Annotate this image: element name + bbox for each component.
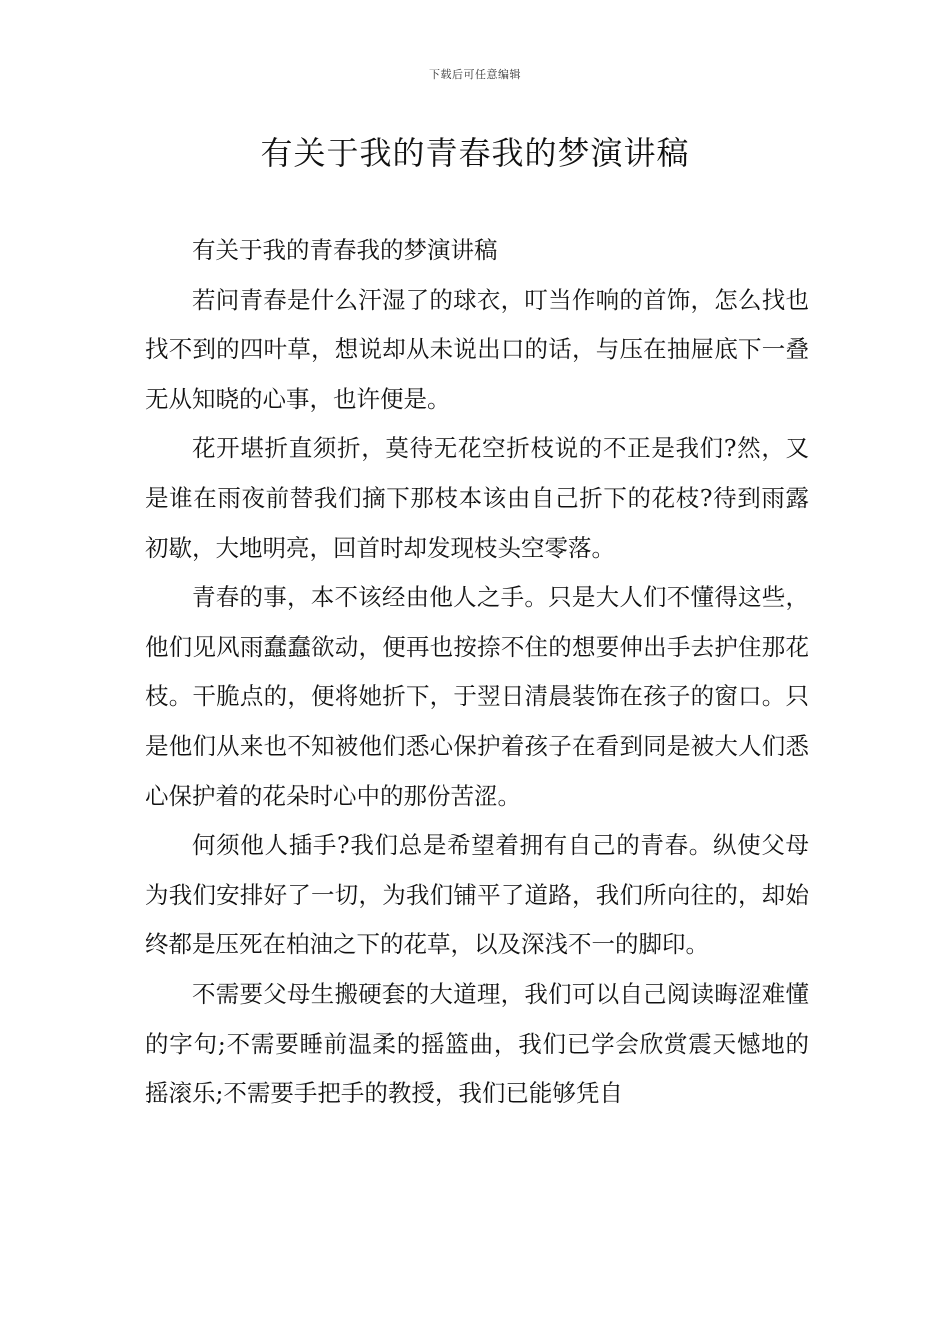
- header-note: 下载后可任意编辑: [429, 68, 521, 81]
- paragraph: 何须他人插手?我们总是希望着拥有自己的青春。纵使父母为我们安排好了一切，为我们铺平了道路，我们所向往的，却始终都是压死在柏油之下的花草，以及深浅不一的脚印。: [145, 831, 809, 959]
- paragraph: 青春的事，本不该经由他人之手。只是大人们不懂得这些，他们见风雨蠢蠢欲动，便再也按捺不住的想要伸出手去护住那花枝。干脆点的，便将她折下，于翌日清晨装饰在孩子的窗口。只是他们从来也不知被他们悉心保护着孩子在看到同是被大人们悉心保护着的花朵时心中的那份苦涩。: [145, 583, 809, 810]
- paragraph-subtitle: 有关于我的青春我的梦演讲稿: [192, 236, 498, 264]
- paragraph: 若问青春是什么汗湿了的球衣，叮当作响的首饰，怎么找也找不到的四叶草，想说却从未说出口的话，与压在抽屉底下一叠无从知晓的心事，也许便是。: [145, 285, 809, 413]
- document-body: [145, 226, 809, 1119]
- document-title: 有关于我的青春我的梦演讲稿: [260, 134, 690, 172]
- paragraph: 花开堪折直须折，莫待无花空折枝说的不正是我们?然，又是谁在雨夜前替我们摘下那枝本该由自己折下的花枝?待到雨露初歇，大地明亮，回首时却发现枝头空零落。: [145, 434, 809, 562]
- paragraph: 不需要父母生搬硬套的大道理，我们可以自己阅读晦涩难懂的字句;不需要睡前温柔的摇篮曲，我们已学会欣赏震天憾地的摇滚乐;不需要手把手的教授，我们已能够凭自: [145, 979, 809, 1108]
